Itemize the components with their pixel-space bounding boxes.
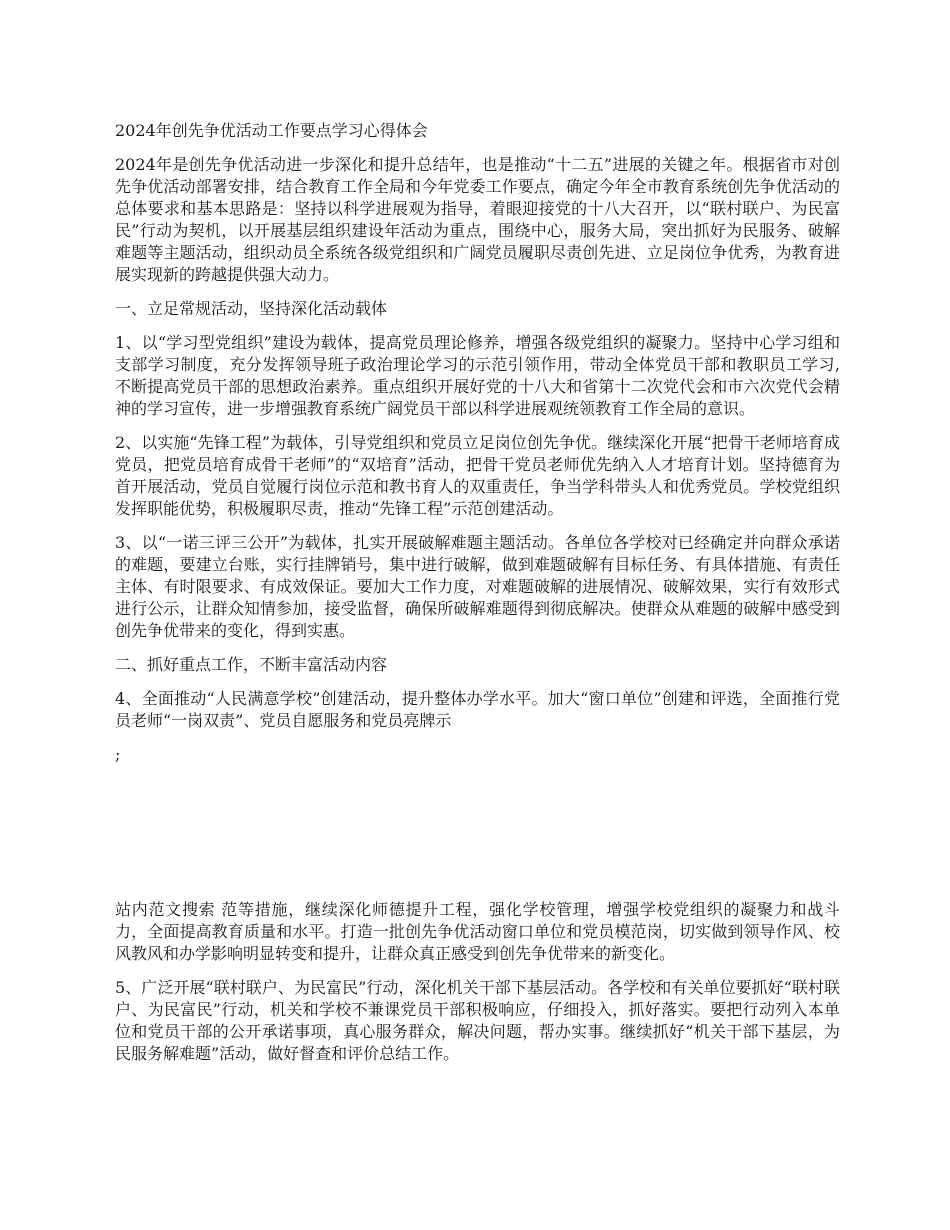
page-break-semicolon: ; [115,745,121,764]
item-3-paragraph: 3、以“一诺三评三公开”为载体，扎实开展破解难题主题活动。各单位各学校对已经确定并向群众承诺的难题，要建立台账，实行挂牌销号，集中进行破解，做到难题破解有目标任务、有具体措施、有责任主体、有时限要求、有成效保证。要加大工作力度，对难题破解的进展情况、破解效果，实行有效形式进行公示，让群众知情参加，接受监督，确保所破解难题得到彻底解决。使群众从难题的破解中感受到创先争优带来的变化，得到实惠。 [115,533,840,640]
section-2-heading: 二、抓好重点工作，不断丰富活动内容 [115,655,388,674]
item-4-paragraph-part1: 4、全面推动“人民满意学校”创建活动，提升整体办学水平。加大“窗口单位”创建和评选，全面推行党员老师“一岗双责”、党员自愿服务和党员亮牌示 [115,689,840,730]
item-5-paragraph: 5、广泛开展“联村联户、为民富民”行动，深化机关干部下基层活动。各学校和有关单位要抓好“联村联户、为民富民”行动，机关和学校不兼课党员干部积极响应，仔细投入，抓好落实。要把行动列入本单位和党员干部的公开承诺事项，真心服务群众，解决问题，帮办实事。继续抓好“机关干部下基层，为民服务解难题”活动，做好督查和评价总结工作。 [115,978,840,1063]
item-4-paragraph-part2 [115,899,840,965]
document-body-top [115,120,840,766]
site-search-link[interactable]: 站内范文搜索 [115,900,216,919]
item-4-continuation-text: 范等措施，继续深化师德提升工程，强化学校管理，增强学校党组织的凝聚力和战斗力，全面提高教育质量和水平。打造一批创先争优活动窗口单位和党员模范岗，切实做到领导作风、校风教风和办学影响明显转变和提升，让群众真正感受到创先争优带来的新变化。 [115,900,840,963]
document-body-bottom [115,899,840,1077]
section-1-heading: 一、立足常规活动，坚持深化活动载体 [115,299,388,318]
document-title: 2024年创先争优活动工作要点学习心得体会 [115,121,428,140]
item-1-paragraph: 1、以“学习型党组织”建设为载体，提高党员理论修养，增强各级党组织的凝聚力。坚持中心学习组和支部学习制度，充分发挥领导班子政治理论学习的示范引领作用，带动全体党员干部和教职员工学习,不断提高党员干部的思想政治素养。重点组织开展好党的十八大和省第十二次党代会和市六次党代会精神的学习宣传，进一步增强教育系统广阔党员干部以科学进展观统领教育工作全局的意识。 [115,333,840,418]
item-2-paragraph: 2、以实施“先锋工程”为载体，引导党组织和党员立足岗位创先争优。继续深化开展“把骨干老师培育成党员，把党员培育成骨干老师”的“双培育”活动，把骨干党员老师优先纳入人才培育计划。坚持德育为首开展活动，党员自觉履行岗位示范和教书育人的双重责任，争当学科带头人和优秀党员。学校党组织发挥职能优势，积极履职尽责，推动“先锋工程”示范创建活动。 [115,433,840,518]
intro-paragraph: 2024年是创先争优活动进一步深化和提升总结年，也是推动“十二五”进展的关键之年。根据省市对创先争优活动部署安排，结合教育工作全局和今年党委工作要点，确定今年全市教育系统创先争优活动的总体要求和基本思路是：坚持以科学进展观为指导，着眼迎接党的十八大召开，以“联村联户、为民富民”行动为契机，以开展基层组织建设年活动为重点，围绕中心，服务大局，突出抓好为民服务、破解难题等主题活动，组织动员全系统各级党组织和广阔党员履职尽责创先进、立足岗位争优秀，为教育进展实现新的跨越提供强大动力。 [115,155,840,284]
